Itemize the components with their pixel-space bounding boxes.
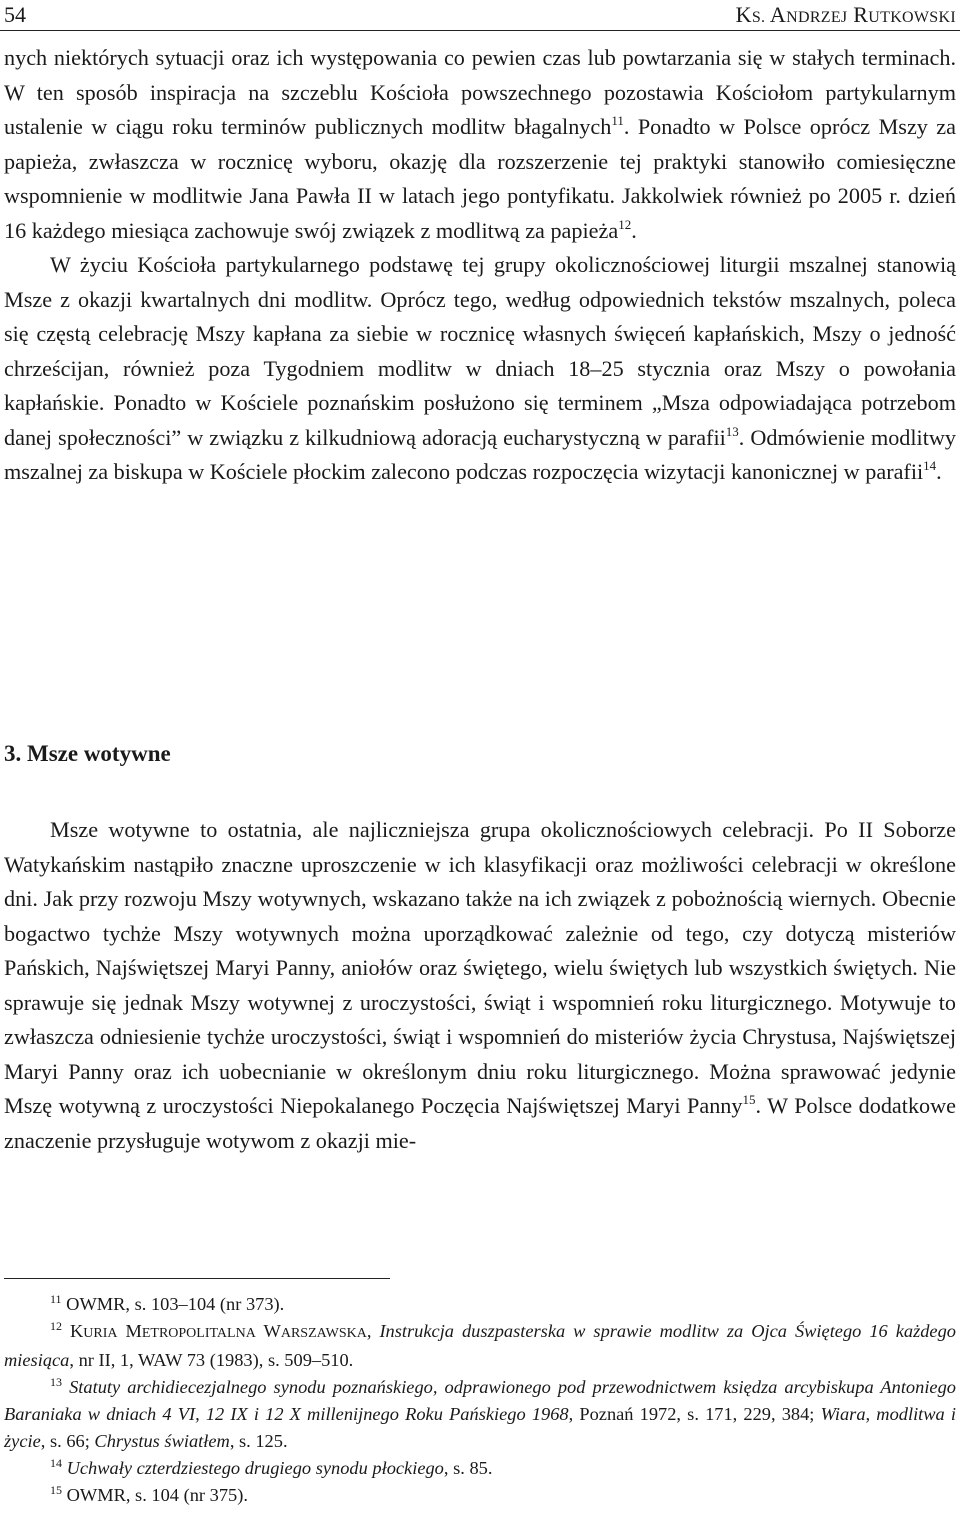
paragraph-particular-church: W życiu Kościoła partykularnego podstawę tej grupy okolicznościowej liturgii mszalnej stanowią Msze z okazji kwartalnych dni modlitw. Oprócz tego, według odpowiednich tekstów mszalnych, poleca się częstą celebrację Mszy kapłana za siebie w rocznicę własnych święceń kapłańskich, Mszy o jedność chrześcijan, również poza Tygodniem modlitw w dniach 18–25 stycznia oraz Mszy o powołania kapłańskie. Ponadto w Kościele poznańskim posłużono się terminem „Msza odpowiadająca potrzebom danej społeczności” w związku z kilkudniową adoracją eucharystyczną w parafii$^{13}$. Odmówienie modlitwy mszalnej za biskupa w Kościele płockim zalecono podczas rozpoczęcia wizytacji kanonicznej w parafii$^{14}$.	[4, 252, 956, 484]
footnote-13: $^{13}$ Statuty archidiecezjalnego synodu poznańskiego, odprawionego pod przewodnictwem księdza arcybiskupa Antoniego Baraniaka w dniach 4 VI, 12 IX i 12 X millenijnego Roku Pańskiego 1968, Poznań 1972, s. 171, 229, 384; Wiara, modlitwa i życie, s. 66; Chrystus światłem, s. 125.	[4, 1375, 957, 1451]
section-heading: 3. Msze wotywne	[4, 741, 171, 766]
running-head-author: KS. ANDRZEJ RUTKOWSKI	[735, 2, 956, 27]
body-text-top	[4, 41, 956, 490]
footnote-11: $^{11}$ OWMR, s. 103–104 (nr 373).	[50, 1292, 285, 1314]
footnote-14: $^{14}$ Uchwały czterdziestego drugiego synodu płockiego, s. 85.	[50, 1456, 493, 1478]
footnote-ref-14: 14	[923, 458, 937, 473]
running-header	[0, 0, 960, 31]
footnote-12: $^{12}$ KURIA METROPOLITALNA WARSZAWSKA, Instrukcja duszpasterska w sprawie modlitw za Ojca Świętego 16 każdego miesiąca, nr II, 1, WAW 73 (1983), s. 509–510.	[4, 1319, 956, 1370]
footnotes	[4, 1291, 956, 1509]
page-number: 54	[4, 2, 26, 27]
paragraph-continued: nych niektórych sytuacji oraz ich występowania co pewien czas lub powtarzania się w stałych terminach. W ten sposób inspiracja na szczeblu Kościoła powszechnego pozostawia Kościołom partykularnym ustalenie w ciągu roku terminów publicznych modlitw błagalnych$^{11}$. Ponadto w Polsce oprócz Mszy za papieża, zwłaszcza w rocznicę wyboru, okazję dla rozszerzenie tej praktyki stanowiło comiesięczne wspomnienie w modlitwie Jana Pawła II w latach jego pontyfikatu. Jakkolwiek również po 2005 r. dzień 16 każdego miesiąca zachowuje swój związek z modlitwą za papieża$^{12}$.	[4, 45, 957, 243]
paragraph-votive-masses: Msze wotywne to ostatnia, ale najliczniejsza grupa okolicznościowych celebracji. Po II Soborze Watykańskim nastąpiło znaczne uproszczenie w ich klasyfikacji oraz możliwości celebracji w określone dni. Jak przy rozwoju Mszy wotywnych, wskazano także na ich związek z pobożnością wiernych. Obecnie bogactwo tychże Mszy wotywnych można uporządkować zależnie od tego, czy dotyczą misteriów Pańskich, Najświętszej Maryi Panny, aniołów oraz świętego, wielu świętych lub wszystkich świętych. Nie sprawuje się jednak Mszy wotywnej z uroczystości, świąt i wspomnień roku liturgicznego. Motywuje to zwłaszcza odniesienie tychże uroczystości, świąt i wspomnień do misteriów życia Chrystusa, Najświętszej Maryi Panny oraz ich uobecnianie w określonym dniu roku liturgicznego. Można sprawować jedynie Mszę wotywną z uroczystości Niepokalanego Poczęcia Najświętszej Maryi Panny$^{15}$. W Polsce dodatkowe znaczenie przysługuje wotywom z okazji mie-	[4, 817, 956, 1153]
footnote-ref-12: 12	[618, 216, 632, 232]
body-text-section	[4, 813, 956, 1158]
footnote-ref-15: 15	[742, 1092, 756, 1107]
footnote-divider	[4, 1278, 390, 1279]
footnote-ref-11: 11	[611, 113, 624, 128]
footnote-ref-13: 13	[725, 423, 739, 439]
footnote-15: $^{15}$ OWMR, s. 104 (nr 375).	[50, 1483, 248, 1505]
